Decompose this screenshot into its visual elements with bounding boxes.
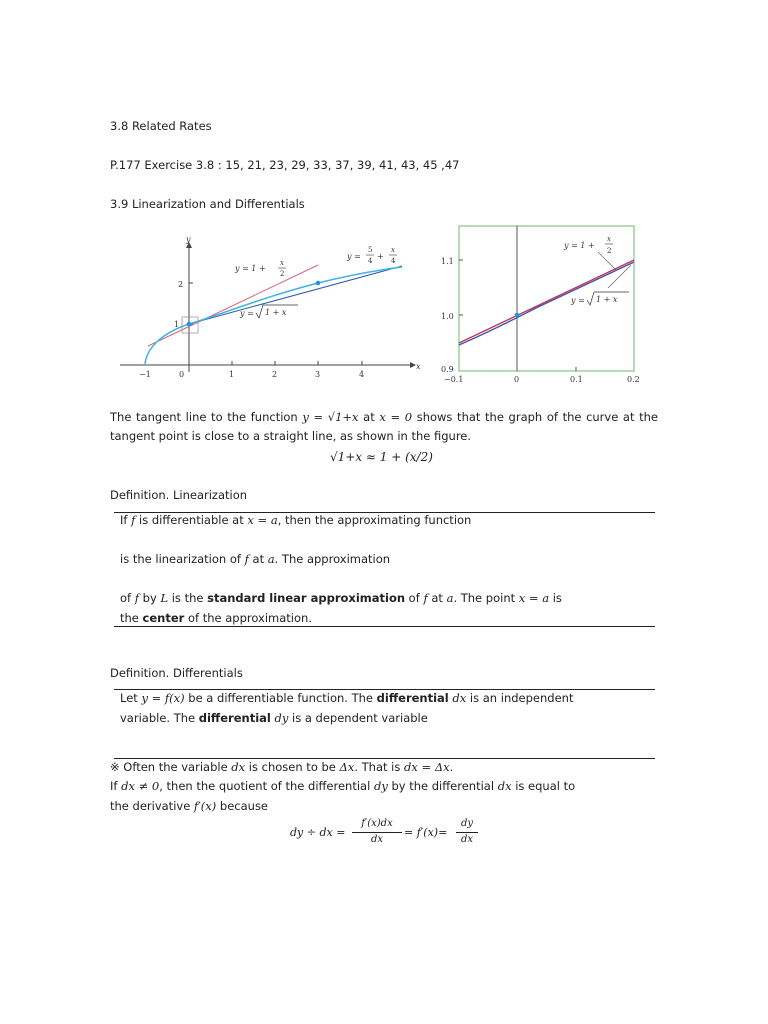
equation-den1: dx (370, 834, 384, 845)
def-linearization-line1: If f is differentiable at x = a, then the approximating function (120, 513, 472, 527)
tangent-point (187, 322, 192, 327)
equation-lhs: dy ÷ dx = (290, 826, 346, 839)
zoom-curve-label: y = (571, 296, 585, 305)
exercise-list: P.177 Exercise 3.8 : 15, 21, 23, 29, 33, 37, 39, 41, 43, 45 ,47 (110, 158, 460, 172)
x-axis-label: x (416, 362, 421, 371)
tangent-label-num: x (280, 259, 284, 267)
section-heading-related-rates: 3.8 Related Rates (110, 119, 212, 133)
zoom-x-tick-02: 0.2 (627, 375, 640, 384)
equation-num2: dy (460, 818, 474, 829)
equation-den2: dx (460, 834, 474, 845)
zoom-y-tick-0-9: 0.9 (441, 365, 454, 374)
zoom-curve-label-radicand: 1 + x (596, 295, 618, 304)
curve-label: y = (240, 309, 254, 318)
x-tick-1: 1 (229, 370, 235, 379)
def-linearization-bottom-rule (114, 626, 655, 627)
x-tick-2: 2 (272, 370, 278, 379)
zoom-x-tick-neg01: −0.1 (444, 375, 464, 384)
y-tick-2: 2 (178, 280, 184, 289)
def-linearization-line4: the center of the approximation. (120, 611, 312, 625)
tangent-line (148, 265, 318, 346)
zoom-y-tick-1-1: 1.1 (441, 257, 454, 266)
secant-label-den: 4 (368, 257, 373, 265)
note-line3: the derivative f′(x) because (110, 799, 269, 813)
curve-label-radicand: 1 + x (265, 308, 287, 317)
secant-label: y = (347, 252, 361, 261)
intersection-point (316, 281, 321, 286)
y-axis-label: y (186, 235, 191, 244)
def-differentials-line1: Let y = f(x) be a differentiable function. The differential dx is an independent (120, 691, 574, 705)
tangent-label-den: 2 (280, 270, 285, 278)
zoom-tangent-label-den: 2 (607, 247, 612, 255)
equation-fracbar1 (352, 832, 402, 833)
x-tick-4: 4 (359, 370, 365, 379)
secant-label-den2: 4 (391, 257, 396, 265)
secant-label-num2: x (391, 246, 395, 254)
def-linearization-heading: Definition. Linearization (110, 488, 248, 502)
def-differentials-line2: variable. The differential dy is a dependent variable (120, 711, 428, 725)
y-tick-1: 1 (174, 320, 180, 329)
figure-zoomed-graph (438, 222, 648, 388)
section-heading-linearization: 3.9 Linearization and Differentials (110, 197, 305, 211)
tangent-paragraph: The tangent line to the function y = √1+x at x = 0 shows that the graph of the curve at the tangent point is close to a straight line, as shown in the figure. (110, 410, 658, 443)
def-linearization-line2: is the linearization of f at a. The approximation (120, 552, 391, 566)
def-differentials-bottom-rule (114, 758, 655, 759)
zoom-y-tick-1-0: 1.0 (441, 312, 454, 321)
secant-label-num: 5 (368, 246, 373, 254)
secant-label-plus: + (377, 252, 384, 261)
equation-fracbar2 (456, 832, 478, 833)
approximation-formula: √1+x ≈ 1 + (x/2) (330, 450, 433, 464)
zoom-x-tick-01: 0.1 (570, 375, 583, 384)
def-differentials-top-rule (114, 689, 655, 690)
equation-mid: = f′(x)= (404, 826, 448, 839)
note-line1: ※ Often the variable dx is chosen to be Δx. That is dx = Δx. (110, 760, 454, 774)
x-tick-neg1: −1 (139, 370, 151, 379)
zoom-x-tick-0: 0 (514, 375, 520, 384)
def-differentials-heading: Definition. Differentials (110, 666, 243, 680)
x-tick-0: 0 (179, 370, 185, 379)
zoom-tangent-label: y = 1 + (564, 241, 595, 250)
zoom-tangent-point (515, 313, 520, 318)
x-tick-3: 3 (315, 370, 321, 379)
equation-num1: f′(x)dx (361, 818, 393, 829)
tangent-label: y = 1 + (235, 264, 266, 273)
note-line2: If dx ≠ 0, then the quotient of the differential dy by the differential dx is equal to (110, 779, 576, 793)
secant-line (189, 266, 402, 324)
zoom-tangent-label-num: x (607, 235, 611, 243)
figure-linearization-graph (110, 232, 422, 384)
def-linearization-line3: of f by L is the standard linear approximation of f at a. The point x = a is (120, 591, 562, 605)
